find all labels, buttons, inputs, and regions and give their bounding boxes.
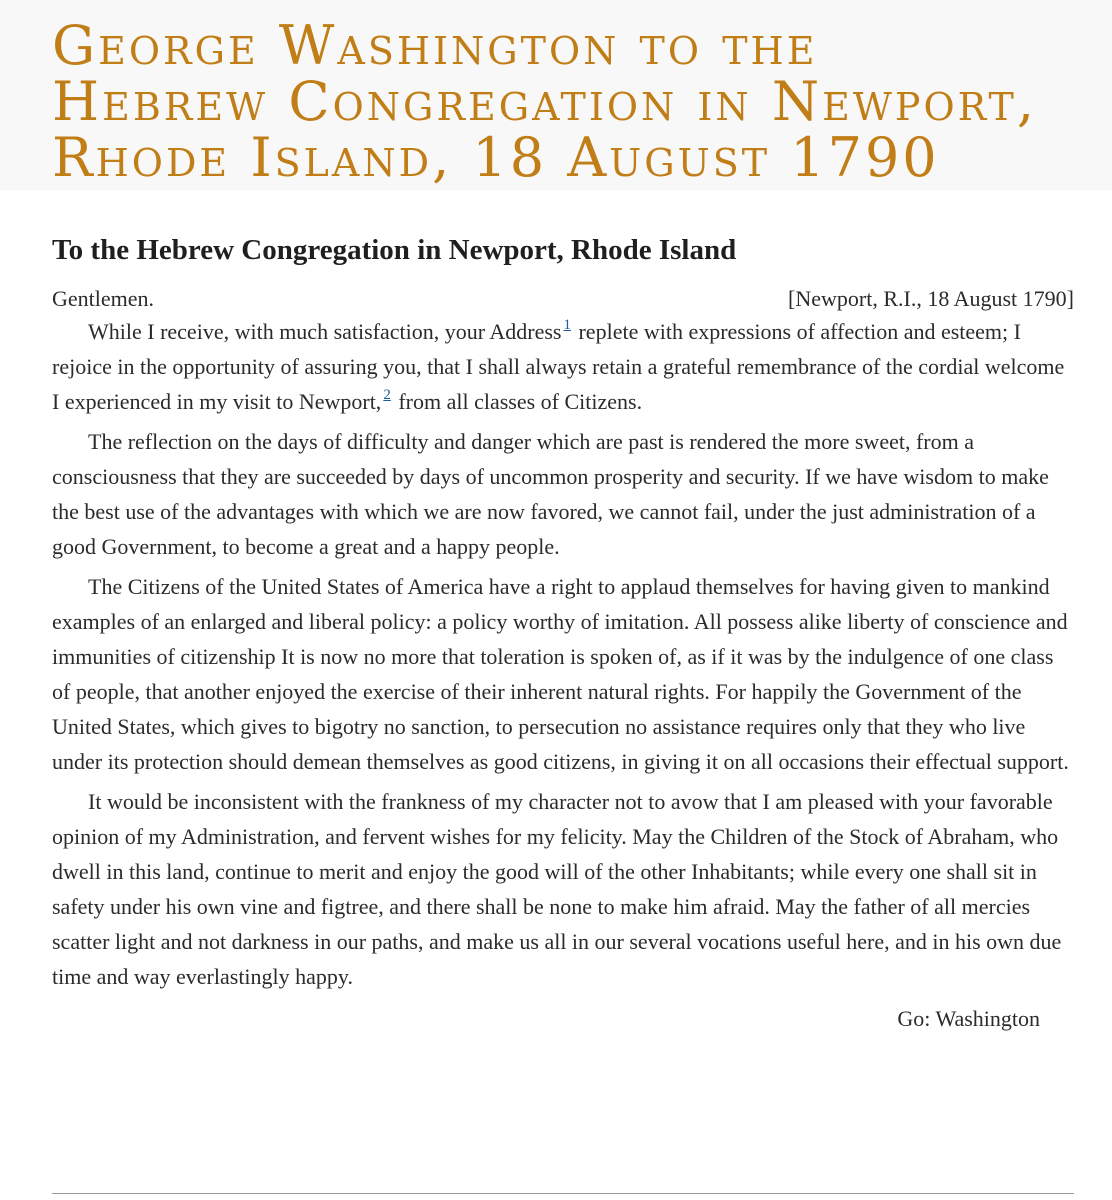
paragraph-1-text-b: replete with expressions of affection and esteem; I rejoice in the opportunity of assuring you, that I shall always retain a grateful remembrance of the cordial welcome I experienced in my visit to Newport, xyxy=(52,319,1065,414)
title-band xyxy=(0,0,1112,190)
page-title-line-3: Rhode Island, 18 August 1790 xyxy=(52,126,940,189)
letter-body xyxy=(0,232,1112,1034)
page-title xyxy=(52,14,1112,189)
salutation-row xyxy=(52,284,1074,314)
bottom-divider xyxy=(52,1193,1074,1194)
page-title-line-1: George Washington to the xyxy=(52,14,818,77)
paragraph-4: It would be inconsistent with the frankness of my character not to avow that I am pleased with your favorable opinion of my Administration, and fervent wishes for my felicity. May the Children of the Stock of Abraham, who dwell in this land, continue to merit and enjoy the good will of the other Inhabitants; while every one shall sit in safety under his own vine and figtree, and there shall be none to make him afraid. May the father of all mercies scatter light and not darkness in our paths, and make us all in our several vocations useful here, and in his own due time and way everlastingly happy. xyxy=(52,789,1062,989)
dateline: [Newport, R.I., 18 August 1790] xyxy=(788,286,1074,311)
page-title-line-2: Hebrew Congregation in Newport, xyxy=(52,70,1038,133)
paragraph-2: The reflection on the days of difficulty and danger which are past is rendered the more sweet, from a consciousness that they are succeeded by days of uncommon prosperity and security. If we have wisdom to make the best use of the advantages with which we are now favored, we cannot fail, under the just administration of a good Government, to become a great and a happy people. xyxy=(52,429,1049,559)
salutation: Gentlemen. xyxy=(52,286,155,311)
footnote-link-1[interactable]: 1 xyxy=(563,317,571,333)
letter-heading: To the Hebrew Congregation in Newport, Rhode Island xyxy=(52,234,737,266)
paragraph-1-text-a: While I receive, with much satisfaction, your Address xyxy=(88,319,562,344)
signature: Go: Washington xyxy=(897,1006,1040,1031)
paragraph-1 xyxy=(52,314,1074,419)
paragraph-1-text-c: from all classes of Citizens. xyxy=(392,389,643,414)
paragraph-3: The Citizens of the United States of America have a right to applaud themselves for having given to mankind examples of an enlarged and liberal policy: a policy worthy of imitation. All possess alike liberty of conscience and immunities of citizenship It is now no more that toleration is spoken of, as if it was by the indulgence of one class of people, that another enjoyed the exercise of their inherent natural rights. For happily the Government of the United States, which gives to bigotry no sanction, to persecution no assistance requires only that they who live under its protection should demean themselves as good citizens, in giving it on all occasions their effectual support. xyxy=(52,574,1069,774)
footnote-link-2[interactable]: 2 xyxy=(383,387,391,403)
